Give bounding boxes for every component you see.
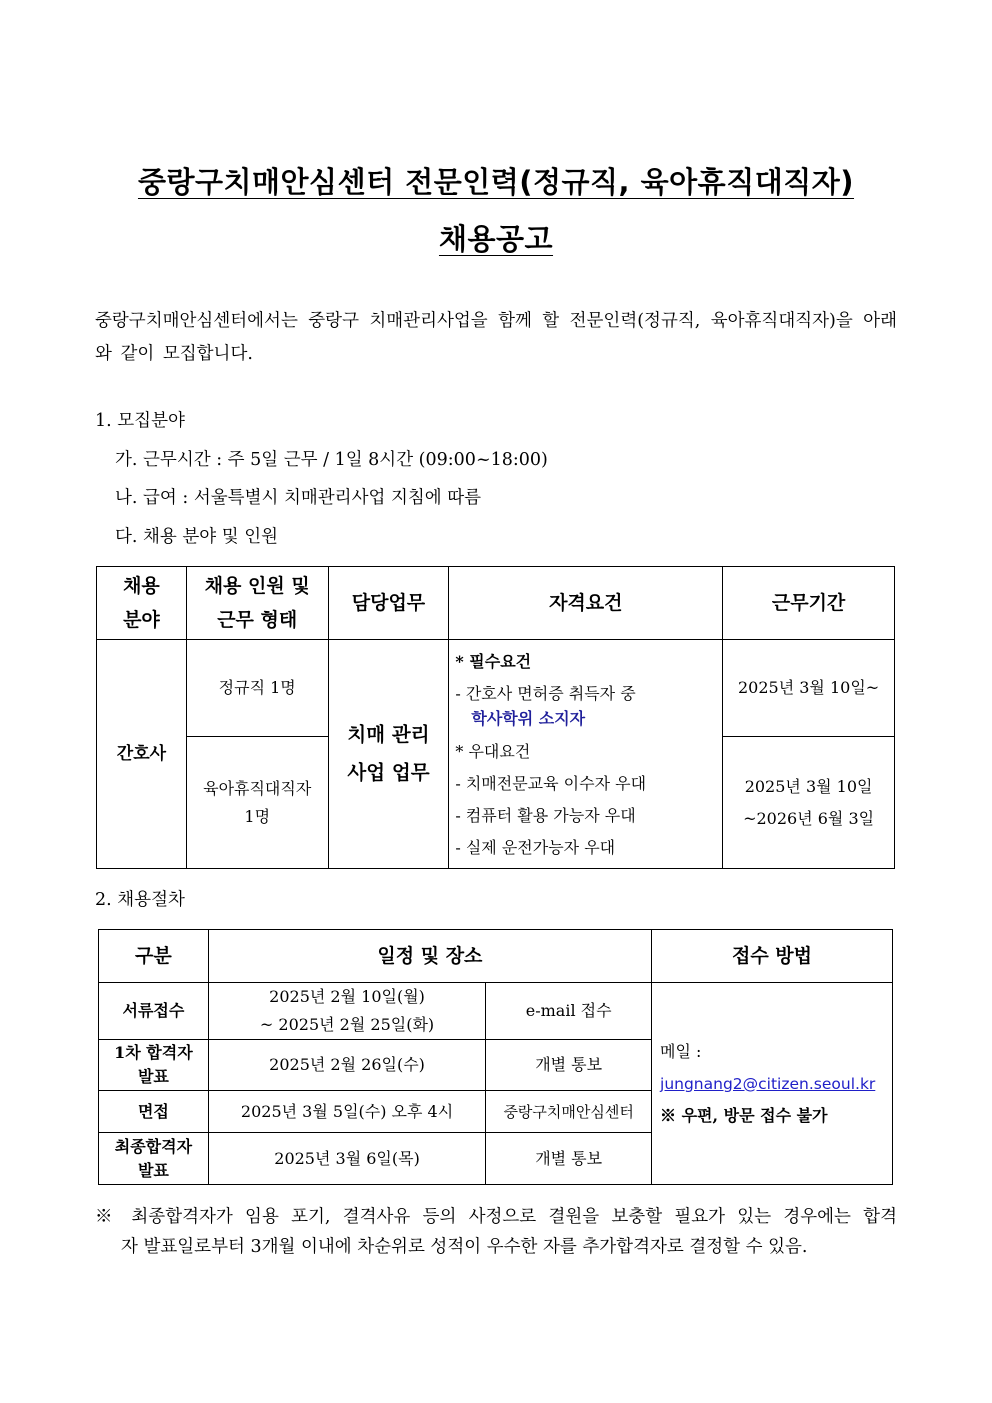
step-interview: 면접 <box>99 1091 209 1133</box>
date-documents: 2025년 2월 10일(월) ~ 2025년 2월 25일(화) <box>208 983 486 1040</box>
page-subtitle: 채용공고 <box>438 222 554 256</box>
step-final-result: 최종합격자 발표 <box>99 1133 209 1185</box>
preferred-title: * 우대요건 <box>455 742 531 761</box>
no-mail-notice: ※ 우편, 방문 접수 불가 <box>660 1105 828 1125</box>
preferred-1: - 치매전문교육 이수자 우대 <box>455 774 647 793</box>
period-temp: 2025년 3월 10일 ~2026년 6월 3일 <box>723 737 895 869</box>
place-documents: e-mail 접수 <box>486 983 652 1040</box>
footnote-line1: ※ 최종합격자가 임용 포기, 결격사유 등의 사정으로 결원을 보충할 필요가 있는 경우에는 합격 <box>95 1207 897 1227</box>
date-first-result: 2025년 2월 26일(수) <box>208 1040 486 1091</box>
header-schedule: 일정 및 장소 <box>208 930 651 983</box>
page-title: 중랑구치매안심센터 전문인력(정규직, 육아휴직대직자) <box>137 165 855 199</box>
step-first-result: 1차 합격자 발표 <box>99 1040 209 1091</box>
header-duty: 담당업무 <box>328 567 449 640</box>
preferred-2: - 컴퓨터 활용 가능자 우대 <box>455 806 636 825</box>
place-first-result: 개별 통보 <box>486 1040 652 1091</box>
step-documents: 서류접수 <box>99 983 209 1040</box>
field-nurse: 간호사 <box>97 640 187 869</box>
method-cell <box>652 983 893 1185</box>
section2-heading: 2. 채용절차 <box>95 890 185 910</box>
header-method: 접수 방법 <box>652 930 893 983</box>
header-field: 채용 분야 <box>97 567 187 640</box>
required-line: - 간호사 면허증 취득자 중 <box>455 684 636 703</box>
preferred-3: - 실제 운전가능자 우대 <box>455 838 616 857</box>
required-degree: 학사학위 소지자 <box>471 709 586 728</box>
count-regular: 정규직 1명 <box>186 640 328 737</box>
qualification-cell <box>449 640 723 869</box>
field-count-item: 다. 채용 분야 및 인원 <box>115 527 279 547</box>
email-label: 메일 : <box>660 1041 702 1061</box>
header-step: 구분 <box>99 930 209 983</box>
header-qualification: 자격요건 <box>449 567 723 640</box>
email-link[interactable]: jungnang2@citizen.seoul.kr <box>660 1074 876 1093</box>
place-final-result: 개별 통보 <box>486 1133 652 1185</box>
recruit-table <box>96 566 895 869</box>
header-period: 근무기간 <box>723 567 895 640</box>
footnote <box>95 1202 897 1262</box>
count-temp: 육아휴직대직자 1명 <box>186 737 328 869</box>
salary-item: 나. 급여 : 서울특별시 치매관리사업 지침에 따름 <box>115 488 482 508</box>
intro-paragraph: 중랑구치매안심센터에서는 중랑구 치매관리사업을 함께 할 전문인력(정규직, 육아휴직대직자)을 아래와 같이 모집합니다. <box>95 311 897 364</box>
date-final-result: 2025년 3월 6일(목) <box>208 1133 486 1185</box>
date-interview: 2025년 3월 5일(수) 오후 4시 <box>208 1091 486 1133</box>
place-interview: 중랑구치매안심센터 <box>486 1091 652 1133</box>
period-regular: 2025년 3월 10일~ <box>723 640 895 737</box>
footnote-line2: 자 발표일로부터 3개월 이내에 차순위로 성적이 우수한 자를 추가합격자로 결정할 수 있음. <box>121 1237 808 1257</box>
table-row <box>99 983 893 1040</box>
work-hours-item: 가. 근무시간 : 주 5일 근무 / 1일 8시간 (09:00~18:00) <box>115 450 548 470</box>
duty-cell: 치매 관리 사업 업무 <box>328 640 449 869</box>
required-title: * 필수요건 <box>455 652 532 671</box>
process-table <box>98 929 893 1185</box>
header-count: 채용 인원 및 근무 형태 <box>186 567 328 640</box>
section1-heading: 1. 모집분야 <box>95 411 185 431</box>
